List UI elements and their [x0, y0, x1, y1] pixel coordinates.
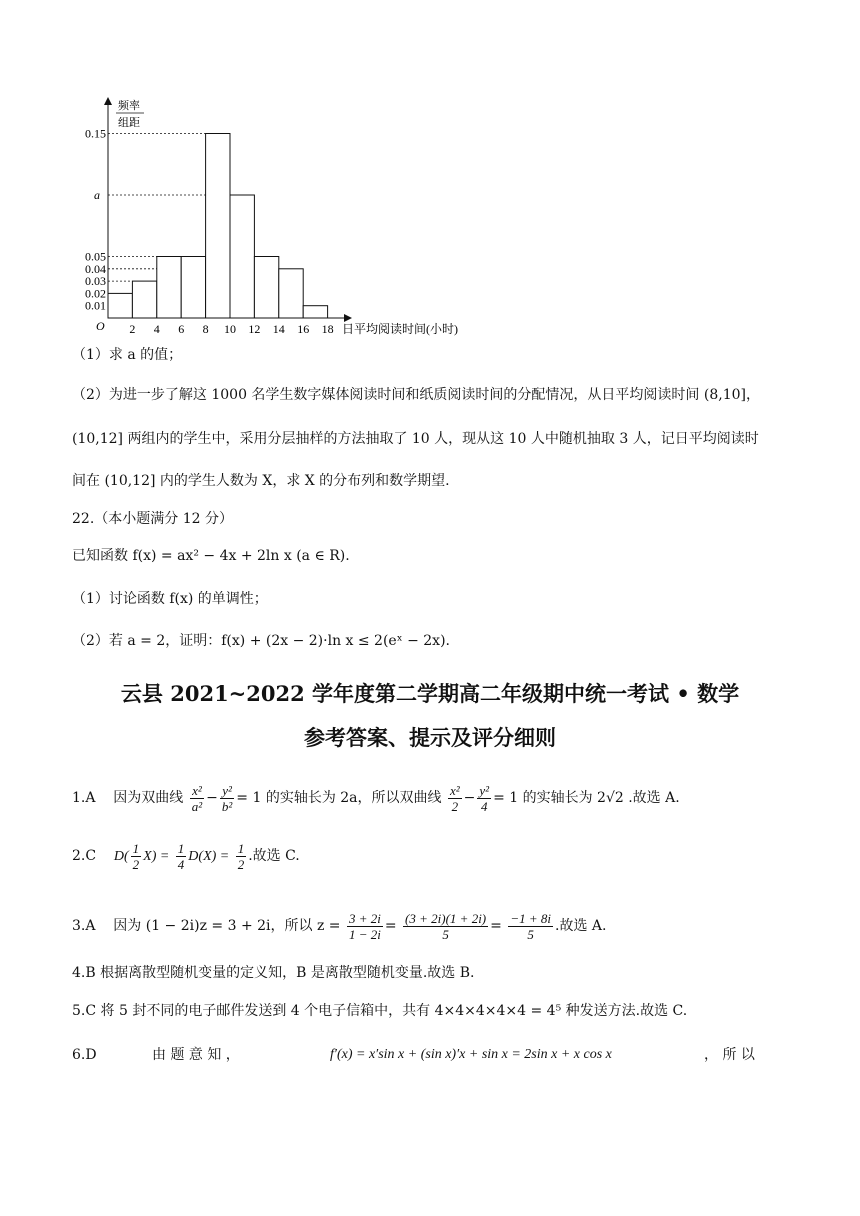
- answer-6-text-a: 由 题 意 知 ，: [152, 1047, 240, 1063]
- x-tick-label: 4: [153, 322, 160, 336]
- fraction: $\frac{-1 + 8i}{5}$: [510, 910, 551, 942]
- histogram-bars: [108, 134, 328, 319]
- y-label-bottom: 组距: [118, 117, 140, 129]
- histogram-bar: [108, 293, 132, 318]
- y-tick-label: 0.05: [85, 249, 106, 264]
- q22-part1: （1）讨论函数 f(x) 的单调性；: [72, 591, 268, 607]
- fraction: $\frac{\text{x²}}{\text{a²}}$: [191, 782, 203, 814]
- frequency-histogram: [70, 95, 458, 340]
- y-tick-label: 0.03: [85, 274, 106, 289]
- x-axis-label: 日平均阅读时间(小时): [342, 322, 458, 336]
- y-tick-label: 0.02: [85, 286, 106, 301]
- y-tick-label: 0.15: [85, 126, 106, 141]
- answer-subtitle: 参考答案、提示及评分细则: [304, 725, 556, 750]
- answer-1: 1.A 因为双曲线 $\frac{\text{x²}}{\text{a²}}$ − $\frac{\text{y²}}{\text{b²}}$ = 1 的实轴长为 2a，所以双曲线 $\frac{\text{x²}}{2}$ − $\frac{\text{y²}}{4}$ = 1 的实轴长为 2√2 .故选 A.: [72, 782, 680, 814]
- fraction: $\frac{\text{y²}}{\text{b²}}$: [221, 782, 233, 814]
- answer-4: 4.B 根据离散型随机变量的定义知，B 是离散型随机变量.故选 B.: [72, 965, 475, 981]
- fraction: $\frac{3 + 2i}{1 - 2i}$: [348, 910, 381, 942]
- answer-1-text-a: 因为双曲线: [113, 790, 184, 806]
- answer-2-label: 2.C: [72, 848, 97, 864]
- answer-6-formula: f′(x) = x′sin x + (sin x)′x + sin x = 2sin x + x cos x: [330, 1047, 612, 1062]
- x-tick-label: 16: [297, 322, 310, 336]
- fraction: $\frac{1}{4}$: [177, 840, 185, 872]
- q21-part2-line1: （2）为进一步了解这 1000 名学生数字媒体阅读时间和纸质阅读时间的分配情况，从日平均阅读时间 (8,10]，: [72, 387, 760, 403]
- origin-label: O: [96, 319, 105, 333]
- x-tick-label: 8: [202, 322, 209, 336]
- x-tick-label: 10: [224, 322, 236, 336]
- answer-1-text-b: = 1 的实轴长为 2a，所以双曲线: [236, 790, 442, 806]
- q21-part1: （1）求 a 的值；: [72, 347, 183, 363]
- histogram-bar: [254, 257, 278, 319]
- answer-3: 3.A 因为 (1 − 2i)z = 3 + 2i，所以 z = $\frac{3 + 2i}{1 - 2i}$ = $\frac{(3 + 2i)(1 + 2i)}{5}$ = $\frac{-1 + 8i}{5}$ .故选 A.: [72, 910, 607, 942]
- q22-stem: 已知函数 f(x) = ax² − 4x + 2ln x (a ∈ R).: [72, 548, 350, 564]
- y-tick-label: 0.01: [85, 298, 106, 313]
- q22-part2: （2）若 a = 2，证明：f(x) + (2x − 2)·ln x ≤ 2(eˣ − 2x).: [72, 633, 450, 649]
- x-tick-label: 12: [248, 322, 261, 336]
- answer-1-label: 1.A: [72, 790, 96, 806]
- fraction: $\frac{1}{2}$: [132, 840, 140, 872]
- answer-1-text-c: = 1 的实轴长为 2√2 .故选 A.: [493, 790, 680, 806]
- answer-2: 2.C D( $\frac{1}{2}$ X) = $\frac{1}{4}$ D(X) = $\frac{1}{2}$ .故选 C.: [72, 840, 300, 872]
- fraction: $\frac{1}{2}$: [237, 840, 245, 872]
- q21-part2-line2: (10,12] 两组内的学生中，采用分层抽样的方法抽取了 10 人，现从这 10 人中随机抽取 3 人，记日平均阅读时: [72, 431, 759, 447]
- fraction: $\frac{(3 + 2i)(1 + 2i)}{5}$: [405, 910, 487, 942]
- histogram-bar: [206, 134, 230, 319]
- fraction: $\frac{\text{y²}}{4}$: [479, 782, 490, 814]
- answer-3-label: 3.A: [72, 918, 96, 934]
- histogram-bar: [303, 306, 327, 318]
- x-tick-label: 6: [178, 322, 185, 336]
- histogram-bar: [181, 257, 205, 319]
- q22-header: 22.（本小题满分 12 分）: [72, 511, 233, 527]
- answer-6-label: 6.D: [72, 1047, 97, 1063]
- x-tick-label: 14: [272, 322, 285, 336]
- y-label-top: 频率: [118, 100, 140, 112]
- histogram-bar: [230, 195, 254, 318]
- y-tick-labels: [85, 127, 106, 313]
- x-tick-labels: [129, 322, 333, 336]
- x-tick-label: 18: [321, 322, 334, 336]
- fraction: $\frac{\text{x²}}{2}$: [449, 782, 460, 814]
- answer-6: [72, 1044, 792, 1066]
- y-tick-label: a: [94, 188, 100, 202]
- answer-6-text-b: ， 所 以: [704, 1047, 755, 1063]
- answer-5: 5.C 将 5 封不同的电子邮件发送到 4 个电子信箱中，共有 4×4×4×4×4 = 4⁵ 种发送方法.故选 C.: [72, 1003, 688, 1019]
- histogram-bar: [157, 257, 181, 319]
- x-tick-label: 2: [129, 322, 136, 336]
- y-tick-label: 0.04: [85, 261, 106, 276]
- histogram-bar: [132, 281, 156, 318]
- answer-title: 云县 2021~2022 学年度第二学期高二年级期中统一考试 • 数学: [120, 681, 740, 706]
- q21-part2-line3: 间在 (10,12] 内的学生人数为 X，求 X 的分布列和数学期望.: [72, 473, 450, 489]
- histogram-bar: [279, 269, 303, 318]
